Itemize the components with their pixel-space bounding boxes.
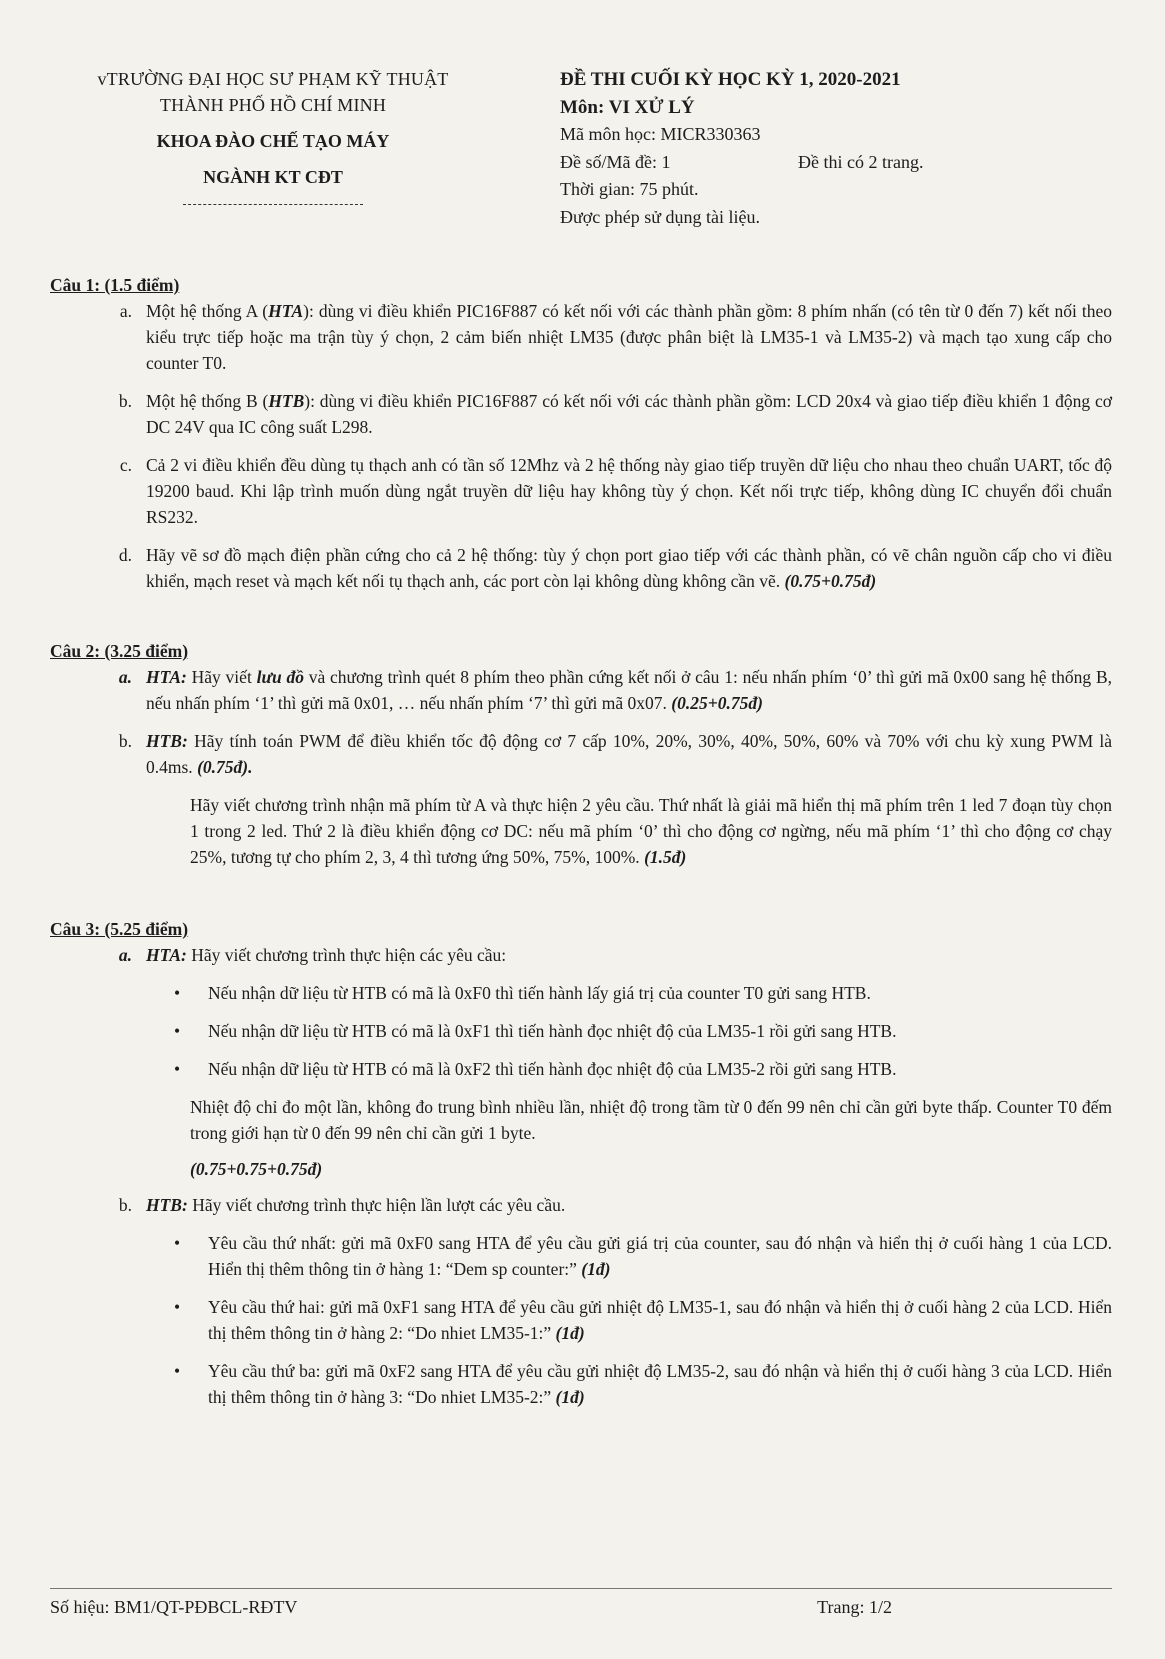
item-label: b. xyxy=(118,391,132,411)
q3-b-text: Hãy viết chương trình thực hiện lần lượt các yêu cầu. xyxy=(192,1195,566,1215)
list-item xyxy=(50,980,1112,1006)
bullet-icon: • xyxy=(174,983,181,1003)
q3-a-tag: HTA: xyxy=(146,945,187,965)
q3-b-bullet-text: Yêu cầu thứ hai: gửi mã 0xF1 sang HTA để yêu cầu gửi nhiệt độ LM35-1, sau đó nhận và hiển thị ở cuối hàng 2 của LCD. Hiển thị thêm thông tin ở hàng 2: “Do nhiet LM35-1:” xyxy=(208,1297,1112,1343)
list-item xyxy=(50,1230,1112,1282)
page-count: Đề thi có 2 trang. xyxy=(798,151,924,172)
q1-a-system-name: HTA xyxy=(268,301,304,321)
q1-item-c xyxy=(50,452,1112,530)
q1-d-text: Hãy vẽ sơ đồ mạch điện phần cứng cho cả 2 hệ thống: tùy ý chọn port giao tiếp với các thành phần, có vẽ chân nguồn cấp cho vi điều khiển, mạch reset và mạch kết nối tụ thạch anh, các port còn lại không dùng không cần vẽ. xyxy=(146,545,1112,591)
question-1-heading: Câu 1: (1.5 điểm) xyxy=(50,275,180,295)
q3-b-bullet-text: Yêu cầu thứ ba: gửi mã 0xF2 sang HTA để yêu cầu gửi nhiệt độ LM35-2, sau đó nhận và hiển thị ở cuối hàng 3 của LCD. Hiển thị thêm thông tin ở hàng 3: “Do nhiet LM35-2:” xyxy=(208,1361,1112,1407)
bullet-icon: • xyxy=(174,1021,181,1041)
school-name-line1: vTRƯỜNG ĐẠI HỌC SƯ PHẠM KỸ THUẬT xyxy=(97,69,449,89)
item-label: a. xyxy=(119,301,132,321)
q2-b-para-score: (1.5đ) xyxy=(644,847,687,867)
subject-name: Môn: VI XỬ LÝ xyxy=(560,96,695,118)
q3-b-bullet-score: (1đ) xyxy=(581,1259,611,1279)
q3-b-bullet-score: (1đ) xyxy=(555,1387,585,1407)
item-label: b. xyxy=(118,731,132,751)
list-item xyxy=(50,1056,1112,1082)
question-3-heading: Câu 3: (5.25 điểm) xyxy=(50,919,189,939)
list-item xyxy=(50,1018,1112,1044)
page-number: Trang: 1/2 xyxy=(817,1597,892,1617)
q2-b-paragraph xyxy=(50,792,1112,870)
q3-a-text: Hãy viết chương trình thực hiện các yêu cầu: xyxy=(191,945,507,965)
q1-a-text-post: ): dùng vi điều khiển PIC16F887 có kết nối với các thành phần gồm: 8 phím nhấn (có tên từ 0 đến 7) kết nối theo kiểu trực tiếp hoặc ma trận tùy ý chọn, 2 cảm biến nhiệt LM35 (được phân biệt là LM35-1 và LM35-2) và mạch tạo xung cấp cho counter T0. xyxy=(146,301,1112,373)
header-right xyxy=(560,66,1120,231)
q3-a-score: (0.75+0.75+0.75đ) xyxy=(190,1159,323,1179)
q3-a-bullet-text: Nếu nhận dữ liệu từ HTB có mã là 0xF0 thì tiến hành lấy giá trị của counter T0 gửi sang HTB. xyxy=(208,983,871,1003)
q1-c-text: Cả 2 vi điều khiển đều dùng tụ thạch anh có tần số 12Mhz và 2 hệ thống này giao tiếp truyền dữ liệu cho nhau theo chuẩn UART, tốc độ 19200 baud. Khi lập trình muốn dùng ngắt truyền dữ liệu hay không tùy ý chọn. Kết nối trực tiếp, không dùng IC chuyển đổi chuẩn RS232. xyxy=(146,455,1112,527)
q3-b-bullet-score: (1đ) xyxy=(555,1323,585,1343)
question-2-heading: Câu 2: (3.25 điểm) xyxy=(50,641,189,661)
q3-b-bullet-text: Yêu cầu thứ nhất: gửi mã 0xF0 sang HTA để yêu cầu gửi giá trị của counter, sau đó nhận và hiển thị ở cuối hàng 1 của LCD. Hiển thị thêm thông tin ở hàng 1: “Dem sp counter:” xyxy=(208,1233,1112,1279)
q3-item-b xyxy=(50,1192,1112,1218)
q2-item-a xyxy=(50,664,1112,716)
item-label: b. xyxy=(118,1195,132,1215)
header-left xyxy=(58,66,488,205)
course-code: Mã môn học: MICR330363 xyxy=(560,124,761,144)
q3-a-bullet-text: Nếu nhận dữ liệu từ HTB có mã là 0xF2 thì tiến hành đọc nhiệt độ của LM35-2 rồi gửi sang HTB. xyxy=(208,1059,897,1079)
materials-note: Được phép sử dụng tài liệu. xyxy=(560,206,760,227)
exam-title: ĐỀ THI CUỐI KỲ HỌC KỲ 1, 2020-2021 xyxy=(560,69,901,90)
major-name: NGÀNH KT CĐT xyxy=(203,167,343,187)
q2-b-tag: HTB: xyxy=(146,731,188,751)
exam-code: Đề số/Mã đề: 1 xyxy=(560,151,671,172)
q3-item-a xyxy=(50,942,1112,968)
q1-item-d xyxy=(50,542,1112,594)
q1-b-system-name: HTB xyxy=(268,391,305,411)
page-footer xyxy=(50,1588,1112,1618)
q1-d-score: (0.75+0.75đ) xyxy=(784,571,877,591)
exam-time: Thời gian: 75 phút. xyxy=(560,179,699,199)
q2-a-text-post: và chương trình quét 8 phím theo phần cứng kết nối ở câu 1: nếu nhấn phím ‘0’ thì gửi mã 0x00 sang hệ thống B, nếu nhấn phím ‘1’ thì gửi mã 0x01, … nếu nhấn phím ‘7’ thì gửi mã 0x07. xyxy=(146,667,1112,713)
q2-item-b xyxy=(50,728,1112,780)
item-label: c. xyxy=(119,455,132,475)
q2-a-tag: HTA: xyxy=(146,667,187,687)
q3-a-paragraph: Nhiệt độ chỉ đo một lần, không đo trung bình nhiều lần, nhiệt độ trong tầm từ 0 đến 99 nên chỉ cần gửi byte thấp. Counter T0 đếm trong giới hạn từ 0 đến 99 nên chỉ cần gửi 1 byte. xyxy=(190,1097,1112,1143)
q1-b-text-post: ): dùng vi điều khiển PIC16F887 có kết nối với các thành phần gồm: LCD 20x4 và giao tiếp điều khiển 1 động cơ DC 24V qua IC công suất L298. xyxy=(146,391,1112,437)
item-label: d. xyxy=(118,545,132,565)
q1-item-b xyxy=(50,388,1112,440)
bullet-icon: • xyxy=(174,1059,181,1079)
q2-a-flowchart: lưu đồ xyxy=(256,667,304,687)
q3-a-bullet-text: Nếu nhận dữ liệu từ HTB có mã là 0xF1 thì tiến hành đọc nhiệt độ của LM35-1 rồi gửi sang HTB. xyxy=(208,1021,897,1041)
list-item xyxy=(50,1358,1112,1410)
school-name-line2: THÀNH PHỐ HỒ CHÍ MINH xyxy=(159,95,387,115)
bullet-icon: • xyxy=(174,1297,181,1317)
bullet-icon: • xyxy=(174,1361,181,1381)
bullet-icon: • xyxy=(174,1233,181,1253)
q2-b-para-text: Hãy viết chương trình nhận mã phím từ A và thực hiện 2 yêu cầu. Thứ nhất là giải mã hiển thị mã phím trên 1 led 7 đoạn tùy chọn 1 trong 2 led. Thứ 2 là điều khiển động cơ DC: nếu mã phím ‘0’ thì cho động cơ ngừng, nếu mã phím ‘1’ thì cho động cơ chạy 25%, tương tự cho phím 2, 3, 4 thì tương ứng 50%, 75%, 100%. xyxy=(190,795,1112,867)
header-divider xyxy=(183,204,363,205)
q3-b-tag: HTB: xyxy=(146,1195,188,1215)
q2-a-score: (0.25+0.75đ) xyxy=(671,693,763,713)
form-code: Số hiệu: BM1/QT-PĐBCL-RĐTV xyxy=(50,1597,298,1617)
q2-a-text-pre: Hãy viết xyxy=(191,667,252,687)
q2-b-text: Hãy tính toán PWM để điều khiển tốc độ động cơ 7 cấp 10%, 20%, 30%, 40%, 50%, 60% và 70% với chu kỳ xung PWM là 0.4ms. xyxy=(146,731,1113,777)
q1-b-text-pre: Một hệ thống B ( xyxy=(146,391,269,411)
faculty-name: KHOA ĐÀO CHẾ TẠO MÁY xyxy=(156,131,390,151)
exam-content xyxy=(50,272,1112,1410)
item-label: a. xyxy=(118,667,132,687)
q1-item-a xyxy=(50,298,1112,376)
list-item xyxy=(50,1294,1112,1346)
q1-a-text-pre: Một hệ thống A ( xyxy=(146,301,269,321)
item-label: a. xyxy=(118,945,132,965)
q2-b-score: (0.75đ). xyxy=(197,757,253,777)
